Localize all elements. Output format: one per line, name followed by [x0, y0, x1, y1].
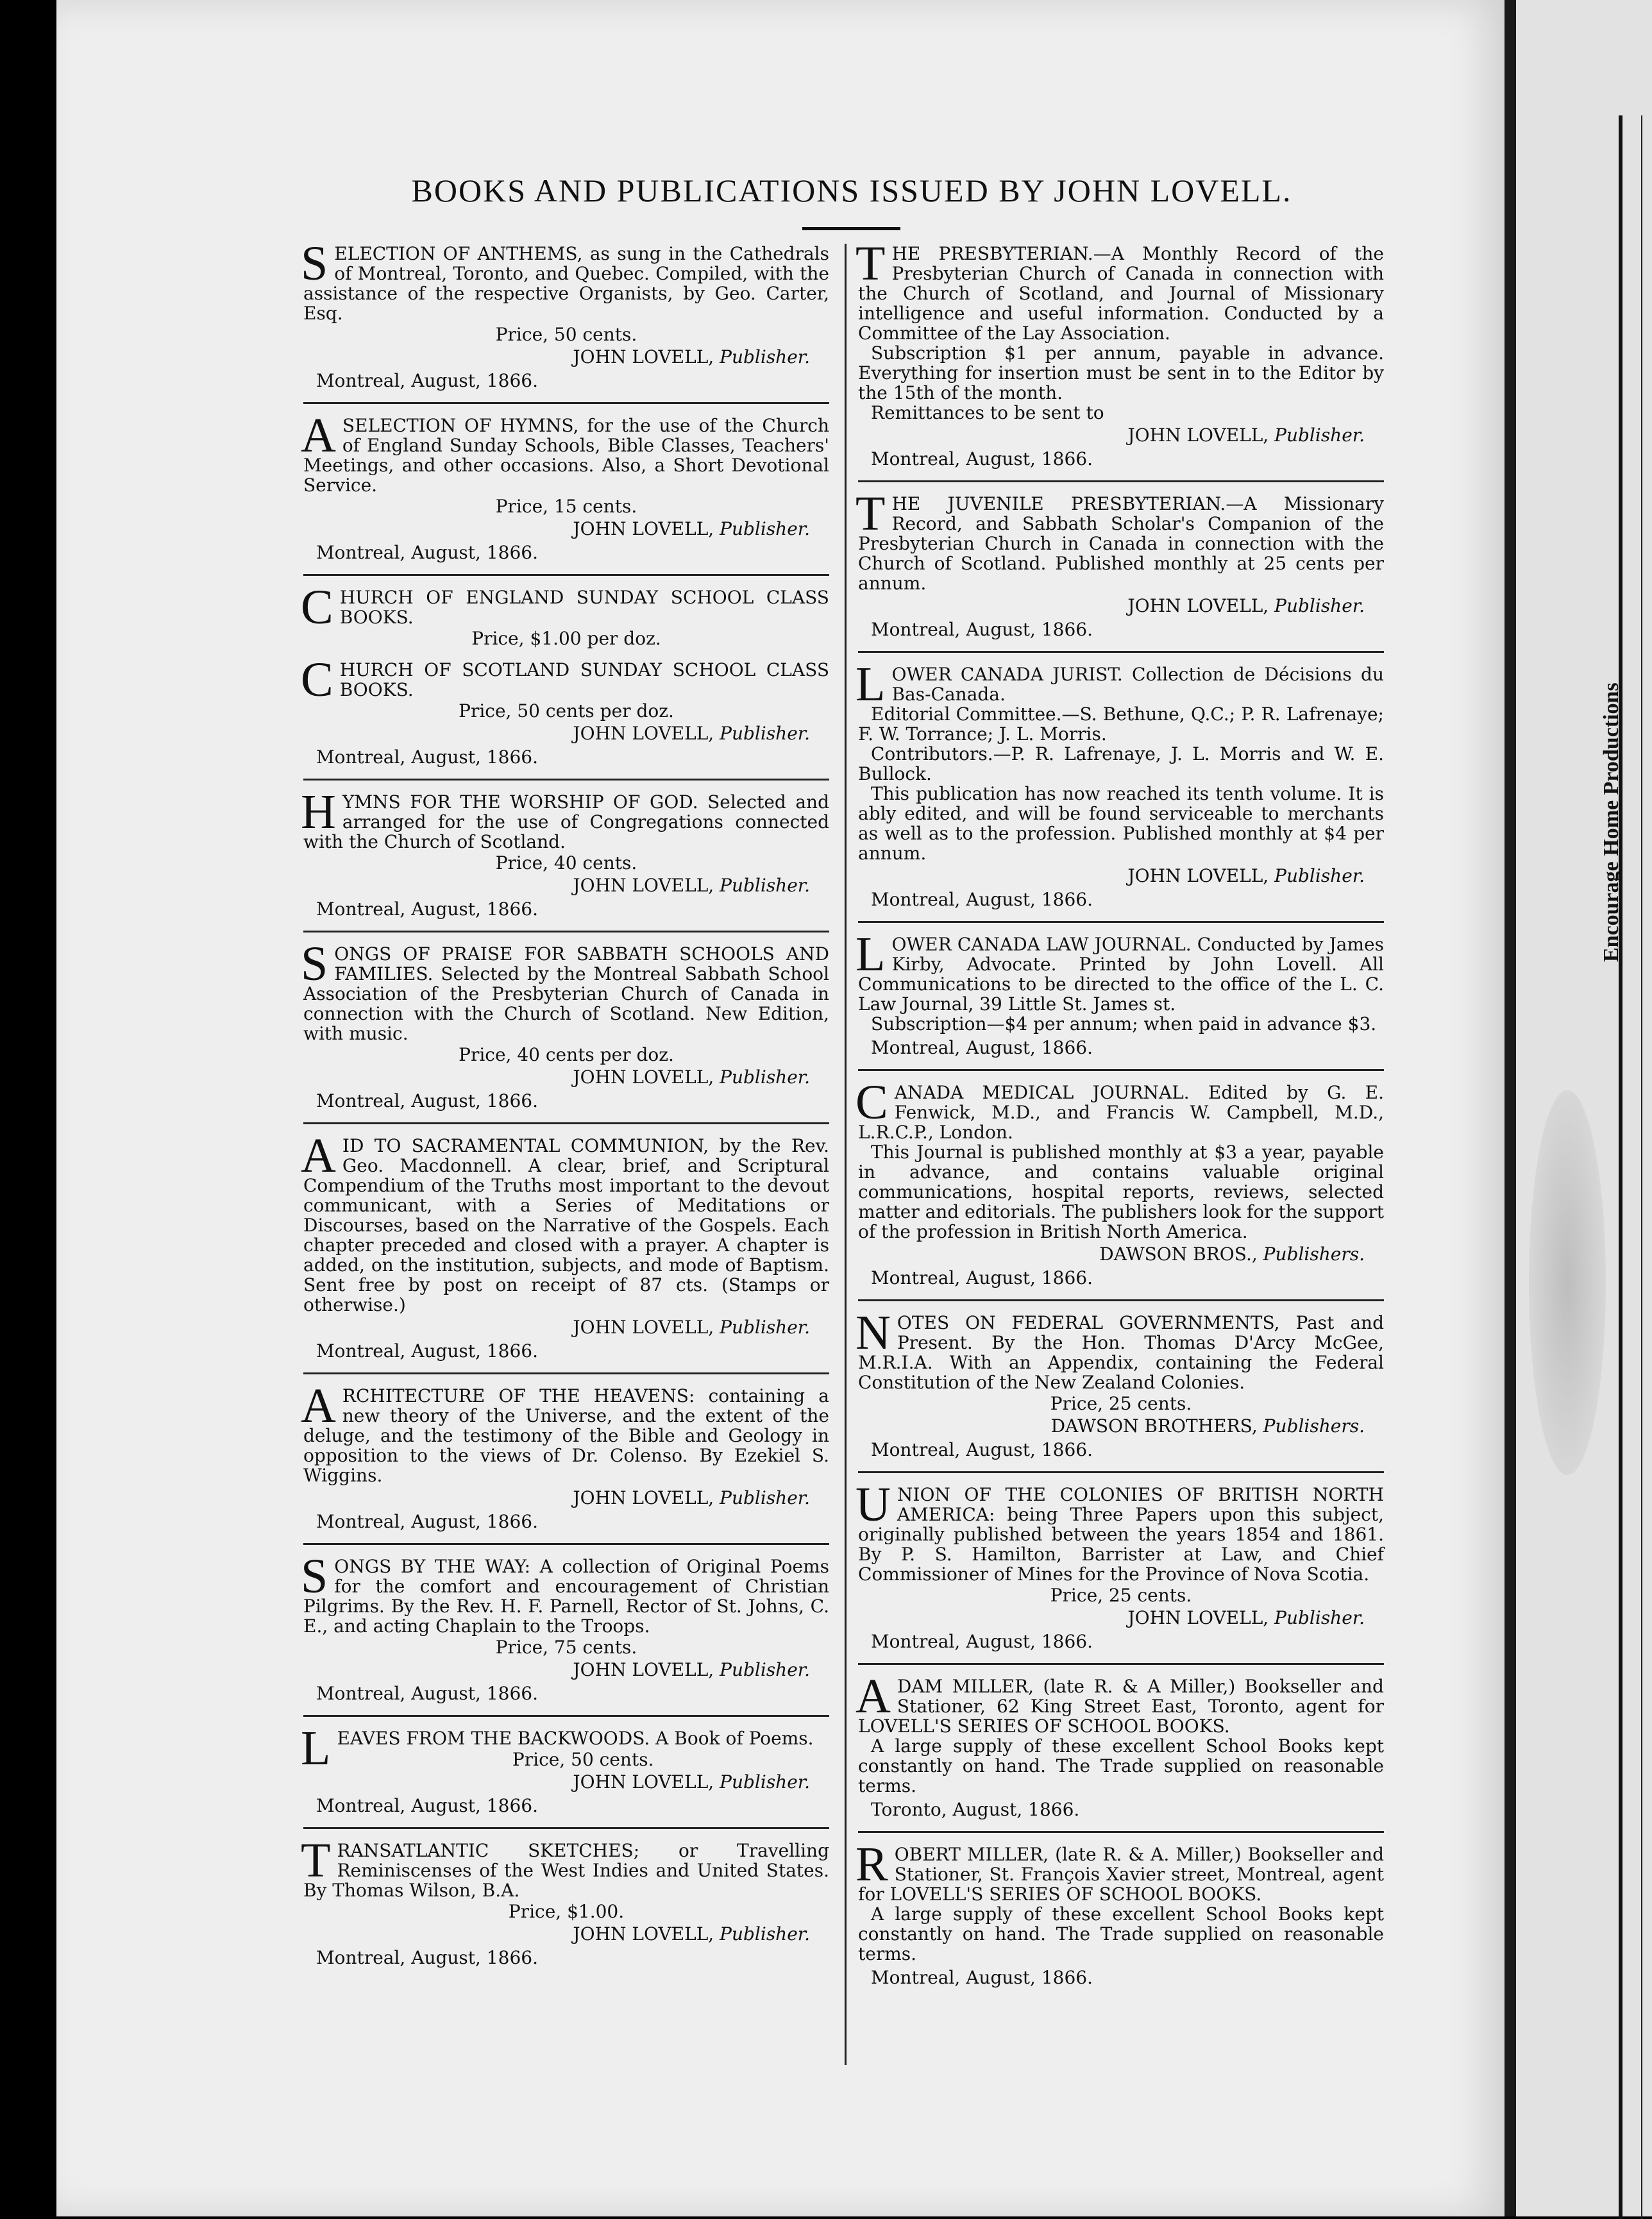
listing-entry: [301, 1834, 829, 1968]
listing-entry: [856, 1669, 1384, 1820]
publisher-line: [858, 1416, 1384, 1436]
publisher-role: Publisher.: [720, 518, 810, 539]
listing-body: by the Rev. Geo. Macdonnell. A clear, brief, and Scriptural Compendium of the Truths most important to the devout communicant, with a Series of Meditations or Discourses, based on the Narrative of the Gospels. Each chapter preceded and closed with a prayer. A chapter is added, on the institution, subjects, and mode of Baptism. Sent free by post on receipt of 87 cts. (Stamps or otherwise.): [303, 1135, 829, 1315]
listing-note: A large supply of these excellent School Books kept constantly on hand. The Trade supplied on reasonable terms.: [858, 1735, 1384, 1796]
listing-text: [301, 937, 829, 1044]
price-line: Price, 50 cents.: [512, 1749, 654, 1770]
date-line: Montreal, August, 1866.: [316, 1090, 539, 1111]
listing-note: A large supply of these excellent School Books kept constantly on hand. The Trade supplied on reasonable terms.: [858, 1903, 1384, 1964]
publisher-role: Publisher.: [1274, 595, 1365, 616]
page-stain: [1529, 1090, 1606, 1475]
price-line: Price, 75 cents.: [495, 1637, 637, 1658]
book-spine: [1504, 0, 1516, 2216]
listing-body: —A Missionary Record, and Sabbath Scholar's Companion of the Presbyterian Church in Canada in connection with the Church of Scotland. Published monthly at 25 cents per annum.: [858, 493, 1385, 594]
listing-heading: OWER CANADA LAW JOURNAL.: [891, 934, 1192, 955]
drop-cap: A: [301, 409, 336, 462]
drop-cap: S: [301, 1549, 328, 1603]
entry-separator: [303, 1122, 829, 1124]
publisher-name: JOHN LOVELL,: [1127, 425, 1269, 446]
entry-separator: [303, 779, 829, 780]
listing-entry: [301, 1129, 829, 1362]
publisher-name: JOHN LOVELL,: [573, 1659, 714, 1680]
listing-note: Subscription $1 per annum, payable in advance. Everything for insertion must be sent in to the Editor by the 15th of the month.: [858, 342, 1384, 403]
date-line: Montreal, August, 1866.: [871, 448, 1093, 469]
flyleaf: [1516, 0, 1652, 2216]
price-line: Price, $1.00 per doz.: [471, 628, 661, 649]
listing-text: [856, 487, 1385, 594]
publisher-line: [303, 723, 829, 743]
publisher-role: Publisher.: [720, 1487, 810, 1508]
listing-body: Collection de Décisions du Bas-Canada.: [891, 664, 1384, 705]
listing-text: [856, 1076, 1384, 1143]
publisher-line: [303, 875, 829, 895]
drop-cap: A: [301, 1379, 336, 1433]
listing-body: Selected and arranged for the use of Congregations connected with the Church of Scotland.: [303, 791, 829, 852]
right-column: [856, 237, 1385, 1988]
drop-cap: L: [301, 1721, 331, 1775]
entry-separator: [858, 1299, 1384, 1301]
listing-text: [856, 657, 1384, 711]
listing-heading: ONGS OF PRAISE FOR SABBATH SCHOOLS AND FAMILIES.: [334, 943, 829, 984]
entry-separator: [858, 480, 1384, 482]
drop-cap: A: [856, 1669, 891, 1723]
date-line: Montreal, August, 1866.: [316, 899, 539, 920]
listing-body: being Three Papers upon this subject, originally published between the years 1854 and 1861. By P. S. Hamilton, Barrister at Law, and Chief Commissioner of Mines for the Province of Nova Scotia.: [858, 1504, 1384, 1585]
publisher-name: JOHN LOVELL,: [573, 723, 714, 744]
listing-body: Edited by G. E. Fenwick, M.D., and Francis W. Campbell, M.D., L.R.C.P., London.: [858, 1082, 1384, 1143]
listing-body: Selected by the Montreal Sabbath School Association of the Presbyterian Church of Canada in connection with the Church of Scotland. New Edition, with music.: [303, 963, 829, 1044]
price-line: Price, 50 cents per doz.: [459, 700, 674, 721]
listing-heading: NION OF THE COLONIES OF BRITISH NORTH AMERICA:: [897, 1484, 1384, 1525]
date-line: Montreal, August, 1866.: [871, 1037, 1093, 1058]
listing-heading: HE JUVENILE PRESBYTERIAN.: [891, 493, 1226, 514]
column-divider: [845, 244, 847, 2065]
publisher-name: JOHN LOVELL,: [1127, 1607, 1269, 1628]
price-line: Price, $1.00.: [508, 1901, 625, 1922]
date-line: Montreal, August, 1866.: [871, 889, 1093, 910]
publisher-name: JOHN LOVELL,: [573, 1317, 714, 1338]
flyleaf-rule-thin: [1641, 115, 1642, 2219]
listing-text: [301, 1549, 829, 1637]
date-line: Montreal, August, 1866.: [316, 1683, 539, 1704]
listing-text: [301, 785, 829, 852]
listing-entry: [301, 237, 829, 391]
listing-body: or Travelling Reminiscenses of the West Indies and United States. By Thomas Wilson, B.A.: [303, 1840, 829, 1901]
listing-note: This publication has now reached its tenth volume. It is ably edited, and will be found serviceable to merchants as well as to the profession. Published monthly at $4 per annum.: [858, 783, 1384, 864]
date-line: Montreal, August, 1866.: [316, 1511, 539, 1532]
drop-cap: L: [856, 657, 886, 711]
price-line: Price, 25 cents.: [1050, 1585, 1192, 1606]
listing-entry: [301, 785, 829, 920]
listing-text-secondary: [301, 653, 829, 707]
publisher-name: JOHN LOVELL,: [1127, 595, 1269, 616]
entry-separator: [858, 1831, 1384, 1833]
listing-note: Contributors.—P. R. Lafrenaye, J. L. Morris and W. E. Bullock.: [858, 743, 1384, 784]
listing-heading: ID TO SACRAMENTAL COMMUNION,: [342, 1135, 709, 1156]
publisher-role: Publisher.: [1274, 865, 1365, 886]
publisher-line: [858, 866, 1384, 886]
listing-heading: YMNS FOR THE WORSHIP OF GOD.: [342, 791, 698, 813]
left-column: [301, 237, 829, 1968]
entry-separator: [303, 1372, 829, 1374]
publisher-name: JOHN LOVELL,: [573, 875, 714, 896]
entry-separator: [303, 931, 829, 932]
listing-heading: SELECTION OF HYMNS,: [342, 415, 579, 436]
entry-separator: [303, 402, 829, 404]
publisher-line: [858, 1244, 1384, 1264]
drop-cap: N: [856, 1306, 891, 1360]
listing-text: [301, 1379, 829, 1486]
listing-heading: ANADA MEDICAL JOURNAL.: [894, 1082, 1190, 1103]
date-line: Toronto, August, 1866.: [871, 1799, 1080, 1820]
entry-separator: [303, 1543, 829, 1545]
publisher-role: Publisher.: [720, 875, 810, 896]
listing-entry: [856, 927, 1384, 1058]
listing-text: [301, 237, 829, 324]
listing-heading: OWER CANADA JURIST.: [891, 664, 1123, 685]
listing-text: [856, 1478, 1384, 1585]
publisher-line: [303, 1660, 829, 1680]
listing-body: containing a new theory of the Universe, and the extent of the deluge, and the testimony of the Bible and Geology in opposition to the views of Dr. Colenso. By Ezekiel S. Wiggins.: [303, 1385, 829, 1486]
listing-entry: [856, 1478, 1384, 1652]
listing-entry: [301, 409, 829, 563]
listing-entry: [301, 1721, 829, 1816]
listing-body: Conducted by James Kirby, Advocate. Printed by John Lovell. All Communications to be directed to the office of the L. C. Law Journal, 39 Little St. James st.: [858, 934, 1384, 1015]
entry-separator: [858, 1069, 1384, 1071]
publisher-line: [303, 1488, 829, 1508]
publisher-name: JOHN LOVELL,: [1127, 865, 1269, 886]
drop-cap: T: [301, 1834, 331, 1887]
listing-note: This Journal is published monthly at $3 a year, payable in advance, and contains valuable original communications, hospital reports, reviews, selected matter and editorials. The publishers look for the support of the profession in British North America.: [858, 1142, 1385, 1242]
drop-cap: A: [301, 1129, 336, 1183]
publisher-role: Publisher.: [720, 346, 810, 367]
publisher-role: Publisher.: [1274, 425, 1365, 446]
page: [56, 0, 1504, 2216]
publisher-role: Publishers.: [1263, 1415, 1365, 1437]
listing-heading: RANSATLANTIC SKETCHES;: [337, 1840, 640, 1861]
listing-note: Subscription—$4 per annum; when paid in advance $3.: [871, 1013, 1377, 1034]
drop-cap: C: [301, 580, 333, 634]
listing-body: Past and Present. By the Hon. Thomas D'Arcy McGee, M.R.I.A. With an Appendix, containing the Federal Constitution of the New Zealand Colonies.: [858, 1312, 1384, 1393]
listing-body: A collection of Original Poems for the comfort and encouragement of Christian Pilgrims. By the Rev. H. F. Parnell, Rector of St. Johns, C. E., and acting Chaplain to the Troops.: [303, 1556, 829, 1637]
listing-entry: [301, 1379, 829, 1532]
entry-separator: [303, 1715, 829, 1717]
drop-cap: T: [856, 237, 886, 291]
listing-text: [856, 1837, 1384, 1905]
publisher-line: [303, 347, 829, 367]
listing-heading: HE PRESBYTERIAN.: [891, 243, 1093, 264]
drop-cap: U: [856, 1478, 891, 1531]
publisher-role: Publisher.: [720, 723, 810, 744]
date-line: Montreal, August, 1866.: [871, 1439, 1093, 1460]
listing-text: [301, 1129, 829, 1315]
listing-entry: [301, 580, 829, 768]
publisher-role: Publisher.: [720, 1317, 810, 1338]
publisher-name: JOHN LOVELL,: [573, 1771, 714, 1793]
publisher-role: Publishers.: [1263, 1244, 1365, 1265]
listing-heading: OTES ON FEDERAL GOVERNMENTS,: [897, 1312, 1280, 1333]
listing-text: [856, 927, 1384, 1015]
listing-entry: [856, 1306, 1384, 1460]
publisher-line: [303, 1772, 829, 1792]
date-line: Montreal, August, 1866.: [316, 1795, 539, 1816]
listing-text: [301, 409, 829, 496]
drop-cap: S: [301, 237, 328, 291]
listing-entry: [301, 937, 829, 1111]
publisher-role: Publisher.: [720, 1067, 810, 1088]
publisher-name: JOHN LOVELL,: [573, 1923, 714, 1945]
publisher-line: [303, 1317, 829, 1337]
date-line: Montreal, August, 1866.: [871, 1967, 1093, 1988]
listing-heading: EAVES FROM THE BACKWOODS.: [337, 1728, 650, 1749]
publisher-line: [303, 519, 829, 539]
listing-text: [301, 1834, 829, 1901]
price-line: Price, 40 cents.: [495, 852, 637, 873]
listing-entry: [856, 1076, 1385, 1288]
publisher-name: JOHN LOVELL,: [573, 1487, 714, 1508]
listing-body: as sung in the Cathedrals of Montreal, Toronto, and Quebec. Compiled, with the assistance of the respective Organists, by Geo. Carter, Esq.: [303, 243, 829, 324]
flyleaf-rule: [1619, 115, 1622, 2219]
publisher-role: Publisher.: [720, 1659, 810, 1680]
date-line: Montreal, August, 1866.: [871, 1631, 1093, 1652]
drop-cap: T: [856, 487, 886, 541]
listing-text: [856, 237, 1384, 344]
price-line: Price, 50 cents.: [495, 324, 637, 345]
price-line: Price, 15 cents.: [495, 496, 637, 517]
listing-text: [301, 580, 829, 634]
date-line: Montreal, August, 1866.: [871, 1267, 1093, 1288]
listing-heading: ONGS BY THE WAY:: [334, 1556, 531, 1577]
listing-entry: [856, 237, 1384, 469]
listing-note: Remittances to be sent to: [871, 402, 1104, 423]
listing-heading: ELECTION OF ANTHEMS,: [334, 243, 583, 264]
flyleaf-text: Encourage Home Productions: [1599, 682, 1623, 962]
price-line: Price, 25 cents.: [1050, 1393, 1192, 1414]
entry-separator: [858, 1663, 1384, 1665]
listing-heading: HURCH OF SCOTLAND SUNDAY SCHOOL CLASS BOOKS.: [339, 659, 829, 700]
drop-cap: H: [301, 785, 336, 839]
drop-cap: C: [856, 1076, 888, 1129]
publisher-name: JOHN LOVELL,: [573, 1067, 714, 1088]
listing-text: [856, 1669, 1384, 1737]
date-line: Montreal, August, 1866.: [316, 1947, 539, 1968]
date-line: Montreal, August, 1866.: [316, 747, 539, 768]
listing-body: (late R. & A Miller,) Bookseller and Stationer, 62 King Street East, Toronto, agent for LOVELL'S SERIES OF SCHOOL BOOKS.: [858, 1676, 1384, 1737]
page-title: BOOKS AND PUBLICATIONS ISSUED BY JOHN LOVELL.: [411, 173, 1292, 208]
listing-entry: [301, 1549, 829, 1704]
entry-separator: [858, 651, 1384, 653]
publisher-name: DAWSON BROTHERS,: [1050, 1415, 1258, 1437]
drop-cap: C: [301, 653, 333, 707]
listing-body: —A Monthly Record of the Presbyterian Church of Canada in connection with the Church of Scotland, and Journal of Missionary intelligence and useful information. Conducted by a Committee of the Lay Association.: [858, 243, 1384, 344]
listing-heading: OBERT MILLER,: [894, 1844, 1049, 1865]
listing-entry: [856, 487, 1385, 640]
drop-cap: R: [856, 1837, 888, 1891]
listing-body: (late R. & A. Miller,) Bookseller and Stationer, St. François Xavier street, Montreal, agent for LOVELL'S SERIES OF SCHOOL BOOKS.: [858, 1844, 1384, 1905]
listing-note: Editorial Committee.—S. Bethune, Q.C.; P. R. Lafrenaye; F. W. Torrance; J. L. Morris.: [858, 704, 1384, 745]
listing-heading: DAM MILLER,: [897, 1676, 1034, 1697]
listing-body: A Book of Poems.: [650, 1728, 814, 1749]
publisher-role: Publisher.: [720, 1923, 810, 1945]
publisher-line: [303, 1924, 829, 1944]
listing-entry: [856, 657, 1384, 910]
drop-cap: S: [301, 937, 328, 991]
listing-body: for the use of the Church of England Sunday Schools, Bible Classes, Teachers' Meetings, and other occasions. Also, a Short Devotional Service.: [303, 415, 829, 496]
date-line: Montreal, August, 1866.: [316, 370, 539, 391]
publisher-name: JOHN LOVELL,: [573, 518, 714, 539]
date-line: Montreal, August, 1866.: [316, 542, 539, 563]
publisher-line: [858, 425, 1384, 445]
publisher-line: [303, 1067, 829, 1087]
listing-entry: [856, 1837, 1384, 1988]
entry-separator: [303, 1827, 829, 1829]
price-line: Price, 40 cents per doz.: [459, 1044, 674, 1065]
drop-cap: L: [856, 927, 886, 981]
entry-separator: [303, 574, 829, 576]
listing-heading: RCHITECTURE OF THE HEAVENS:: [342, 1385, 695, 1406]
publisher-name: JOHN LOVELL,: [573, 346, 714, 367]
listing-text: [856, 1306, 1384, 1393]
publisher-role: Publisher.: [720, 1771, 810, 1793]
date-line: Montreal, August, 1866.: [316, 1340, 539, 1362]
title-rule: [802, 227, 900, 230]
publisher-line: [858, 1608, 1384, 1628]
entry-separator: [858, 1471, 1384, 1473]
publisher-role: Publisher.: [1274, 1607, 1365, 1628]
entry-separator: [858, 921, 1384, 923]
date-line: Montreal, August, 1866.: [871, 619, 1093, 640]
publisher-line: [858, 596, 1384, 616]
listing-heading: HURCH OF ENGLAND SUNDAY SCHOOL CLASS BOOKS.: [339, 587, 829, 628]
publisher-name: DAWSON BROS.,: [1099, 1244, 1258, 1265]
